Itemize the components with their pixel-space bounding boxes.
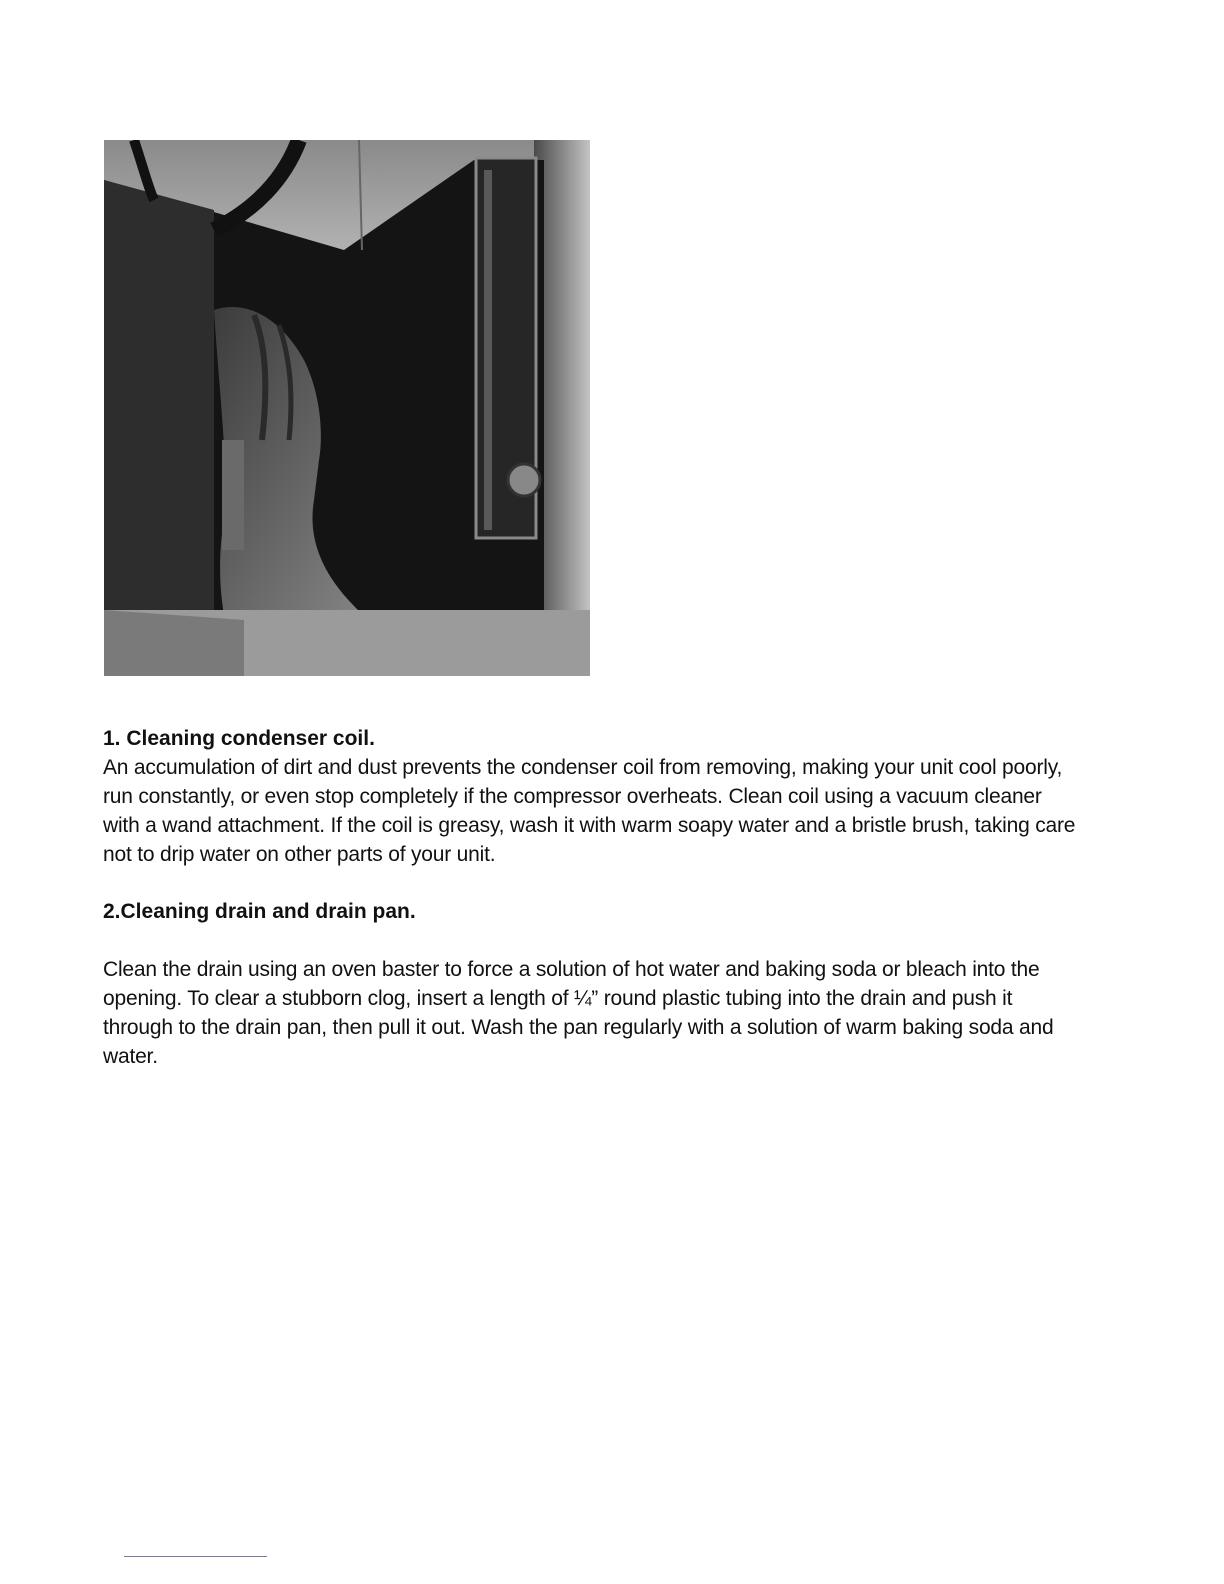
section-cleaning-condenser-coil xyxy=(103,725,1083,869)
section-cleaning-drain-heading xyxy=(103,898,1083,926)
footnote-divider xyxy=(124,1556,267,1557)
section-body: Clean the drain using an oven baster to force a solution of hot water and baking soda or bleach into the opening. To clear a stubborn clog, insert a length of ¼” round plastic tubing into the drain and push it through to the drain pan, then pull it out. Wash the pan regularly with a solution of warm baking soda and water. xyxy=(103,958,1054,1068)
hand-cleaning-coil-icon xyxy=(104,140,590,676)
section-body: An accumulation of dirt and dust prevents the condenser coil from removing, making your unit cool poorly, run constantly, or even stop completely if the compressor overheats. Clean coil using a vacuum cleaner with a wand attachment. If the coil is greasy, wash it with warm soapy water and a bristle brush, taking care not to drip water on other parts of your unit. xyxy=(103,756,1076,866)
section-heading: 2.Cleaning drain and drain pan. xyxy=(103,900,416,923)
condenser-coil-photo xyxy=(104,140,590,676)
section-cleaning-drain-body xyxy=(103,955,1083,1071)
section-heading: 1. Cleaning condenser coil. xyxy=(103,727,375,750)
